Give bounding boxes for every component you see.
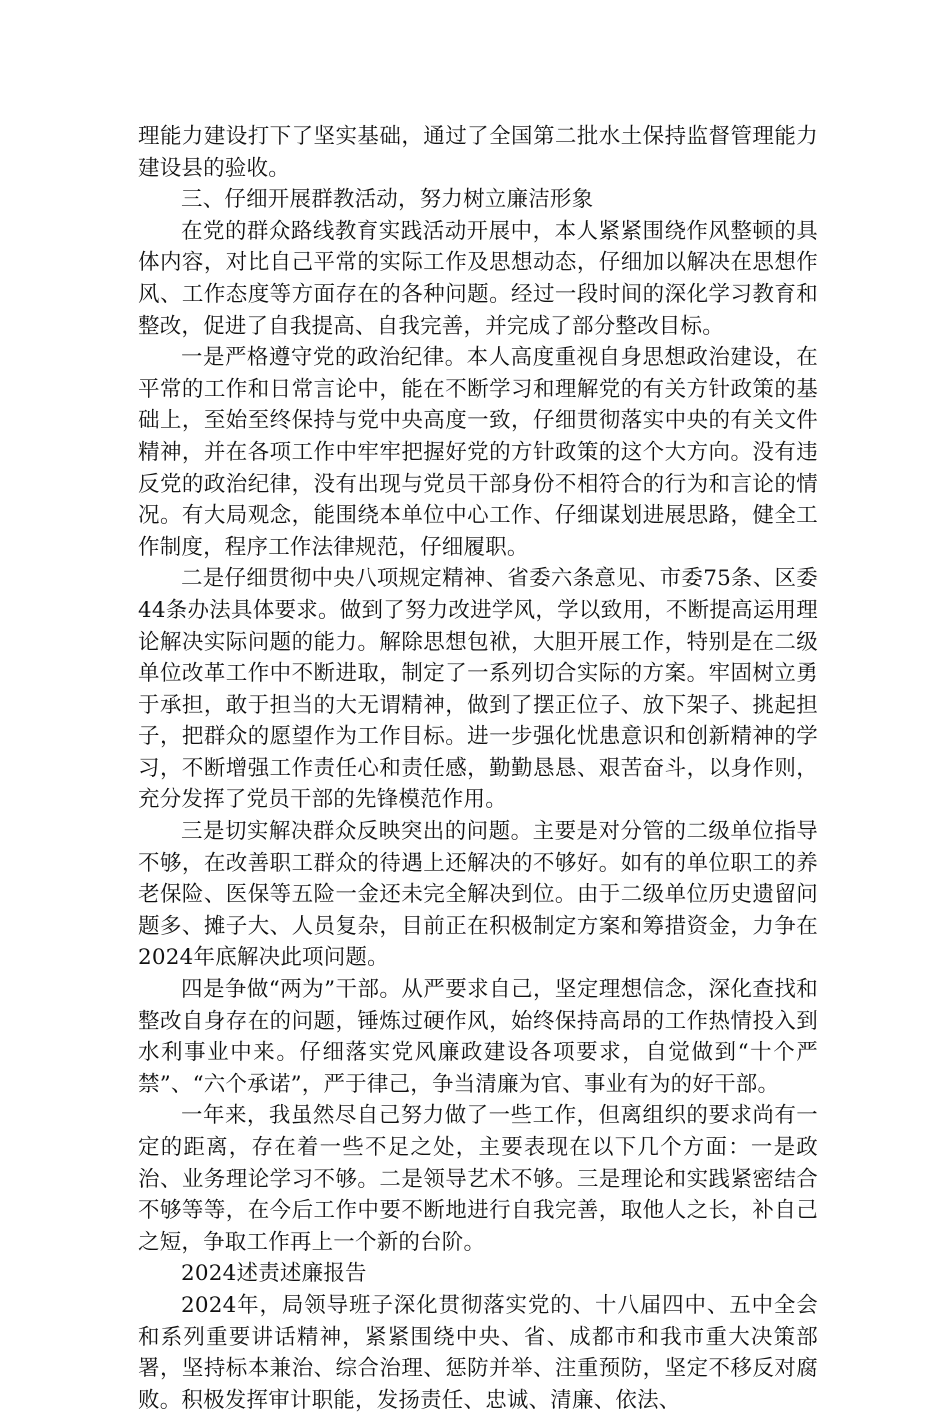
paragraph-point-one: 一是严格遵守党的政治纪律。本人高度重视自身思想政治建设，在平常的工作和日常言论中，能在不断学习和理解党的有关方针政策的基础上，至始至终保持与党中央高度一致，仔细贯彻落实中央的有关文件精神，并在各项工作中牢牢把握好党的方针政策的这个大方向。没有违反党的政治纪律，没有出现与党员干部身份不相符合的行为和言论的情况。有大局观念，能围绕本单位中心工作、仔细谋划进展思路，健全工作制度，程序工作法律规范，仔细履职。 [138,345,818,560]
report-title: 2024述责述廉报告 [181,1261,367,1287]
paragraph-report-body: 2024年，局领导班子深化贯彻落实党的、十八届四中、五中全会和系列重要讲话精神，紧紧围绕中央、省、成都市和我市重大决策部署，坚持标本兼治、综合治理、惩防并举、注重预防，坚定不移反对腐败。积极发挥审计职能，发扬责任、忠诚、清廉、依法、 [138,1292,818,1413]
section-heading: 三、仔细开展群教活动，努力树立廉洁形象 [181,187,594,213]
paragraph-intro: 在党的群众路线教育实践活动开展中，本人紧紧围绕作风整顿的具体内容，对比自己平常的实际工作及思想动态，仔细加以解决在思想作风、工作态度等方面存在的各种问题。经过一段时间的深化学习教育和整改，促进了自我提高、自我完善，并完成了部分整改目标。 [138,218,818,339]
paragraph-summary: 一年来，我虽然尽自己努力做了一些工作，但离组织的要求尚有一定的距离，存在着一些不足之处，主要表现在以下几个方面：一是政治、业务理论学习不够。二是领导艺术不够。三是理论和实践紧密结合不够等等，在今后工作中要不断地进行自我完善，取他人之长，补自己之短，争取工作再上一个新的台阶。 [138,1103,818,1255]
paragraph-point-two: 二是仔细贯彻中央八项规定精神、省委六条意见、市委75条、区委44条办法具体要求。做到了努力改进学风，学以致用，不断提高运用理论解决实际问题的能力。解除思想包袱，大胆开展工作，特别是在二级单位改革工作中不断进取，制定了一系列切合实际的方案。牢固树立勇于承担，敢于担当的大无谓精神，做到了摆正位子、放下架子、挑起担子，把群众的愿望作为工作目标。进一步强化忧患意识和创新精神的学习，不断增强工作责任心和责任感，勤勤恳恳、艰苦奋斗，以身作则，充分发挥了党员干部的先锋模范作用。 [138,566,818,813]
paragraph-continuation: 理能力建设打下了坚实基础，通过了全国第二批水土保持监督管理能力建设县的验收。 [138,124,818,181]
document-page [138,121,818,1416]
paragraph-point-three: 三是切实解决群众反映突出的问题。主要是对分管的二级单位指导不够，在改善职工群众的待遇上还解决的不够好。如有的单位职工的养老保险、医保等五险一金还未完全解决到位。由于二级单位历史遗留问题多、摊子大、人员复杂，目前正在积极制定方案和筹措资金，力争在2024年底解决此项问题。 [138,819,818,971]
paragraph-point-four: 四是争做“两为”干部。从严要求自己，坚定理想信念，深化查找和整改自身存在的问题，锤炼过硬作风，始终保持高昂的工作热情投入到水利事业中来。仔细落实党风廉政建设各项要求，自觉做到“十个严禁”、“六个承诺”，严于律己，争当清廉为官、事业有为的好干部。 [138,977,818,1097]
